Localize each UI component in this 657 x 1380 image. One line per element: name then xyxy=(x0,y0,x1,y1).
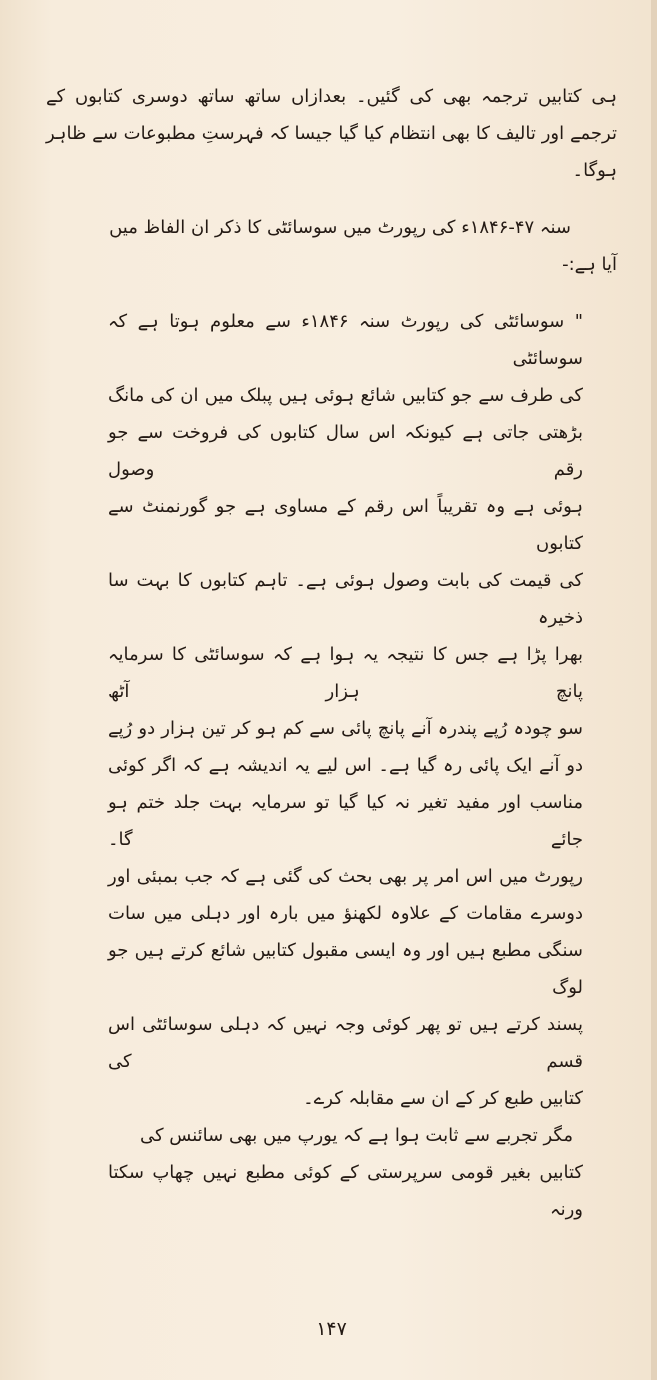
quote-line: مناسب اور مفید تغیر نہ کیا گیا تو سرمایہ بہت جلد ختم ہو جائے گا۔ xyxy=(108,792,583,850)
text-line: سنہ ۴۷-۱۸۴۶ء کی رپورٹ میں سوسائٹی کا ذکر ان الفاظ میں xyxy=(109,217,571,238)
text-line: ہوگا۔ xyxy=(572,160,617,181)
quote-line: بڑھتی جاتی ہے کیونکہ اس سال کتابوں کی فروخت سے جو رقم وصول xyxy=(108,422,583,480)
quote-line: کی طرف سے جو کتابیں شائع ہوئی ہیں پبلک میں ان کی مانگ xyxy=(108,385,583,406)
quote-line: دو آنے ایک پائی رہ گیا ہے۔ اس لیے یہ اندیشہ ہے کہ اگر کوئی xyxy=(108,755,583,776)
quote-line: " سوسائٹی کی رپورٹ سنہ ۱۸۴۶ء سے معلوم ہوتا ہے کہ سوسائٹی xyxy=(108,311,583,369)
text-line: ہی کتابیں ترجمہ بھی کی گئیں۔ بعدازاں ساتھ ساتھ دوسری کتابوں کے xyxy=(46,86,617,107)
quote-line: پسند کرتے ہیں تو پھر کوئی وجہ نہیں کہ دہلی سوسائٹی اس قسم کی xyxy=(108,1014,583,1072)
text-line: کتابیں بغیر قومی سرپرستی کے کوئی مطبع نہیں چھاپ سکتا ورنہ xyxy=(108,1162,583,1220)
text-line: مگر تجربے سے ثابت ہوا ہے کہ یورپ میں بھی سائنس کی xyxy=(140,1125,573,1146)
page-number: ۱۴۷ xyxy=(316,1318,347,1340)
quote-line: کتابیں طبع کر کے ان سے مقابلہ کرے۔ xyxy=(303,1088,583,1109)
quote-line: بھرا پڑا ہے جس کا نتیجہ یہ ہوا ہے کہ سوسائٹی کا سرمایہ پانچ ہزار آٹھ xyxy=(108,644,583,702)
quote-line: رپورٹ میں اس امر پر بھی بحث کی گئی ہے کہ جب بمبئی اور xyxy=(108,866,583,887)
text-line: آیا ہے:- xyxy=(562,254,617,275)
text-line: ترجمے اور تالیف کا بھی انتظام کیا گیا جیسا کہ فہرستِ مطبوعات سے ظاہر xyxy=(46,123,617,144)
quote-line: دوسرے مقامات کے علاوہ لکھنؤ میں بارہ اور دہلی میں سات xyxy=(108,903,583,924)
quote-line: سو چودہ رُپے پندرہ آنے پانچ پائی سے کم ہو کر تین ہزار دو رُپے xyxy=(108,718,583,739)
quote-line: ہوئی ہے وہ تقریباً اس رقم کے مساوی ہے جو گورنمنٹ سے کتابوں xyxy=(108,496,583,554)
quote-line: کی قیمت کی بابت وصول ہوئی ہے۔ تاہم کتابوں کا بہت سا ذخیرہ xyxy=(108,570,583,628)
quote-line: سنگی مطبع ہیں اور وہ ایسی مقبول کتابیں شائع کرتے ہیں جو لوگ xyxy=(108,940,583,998)
